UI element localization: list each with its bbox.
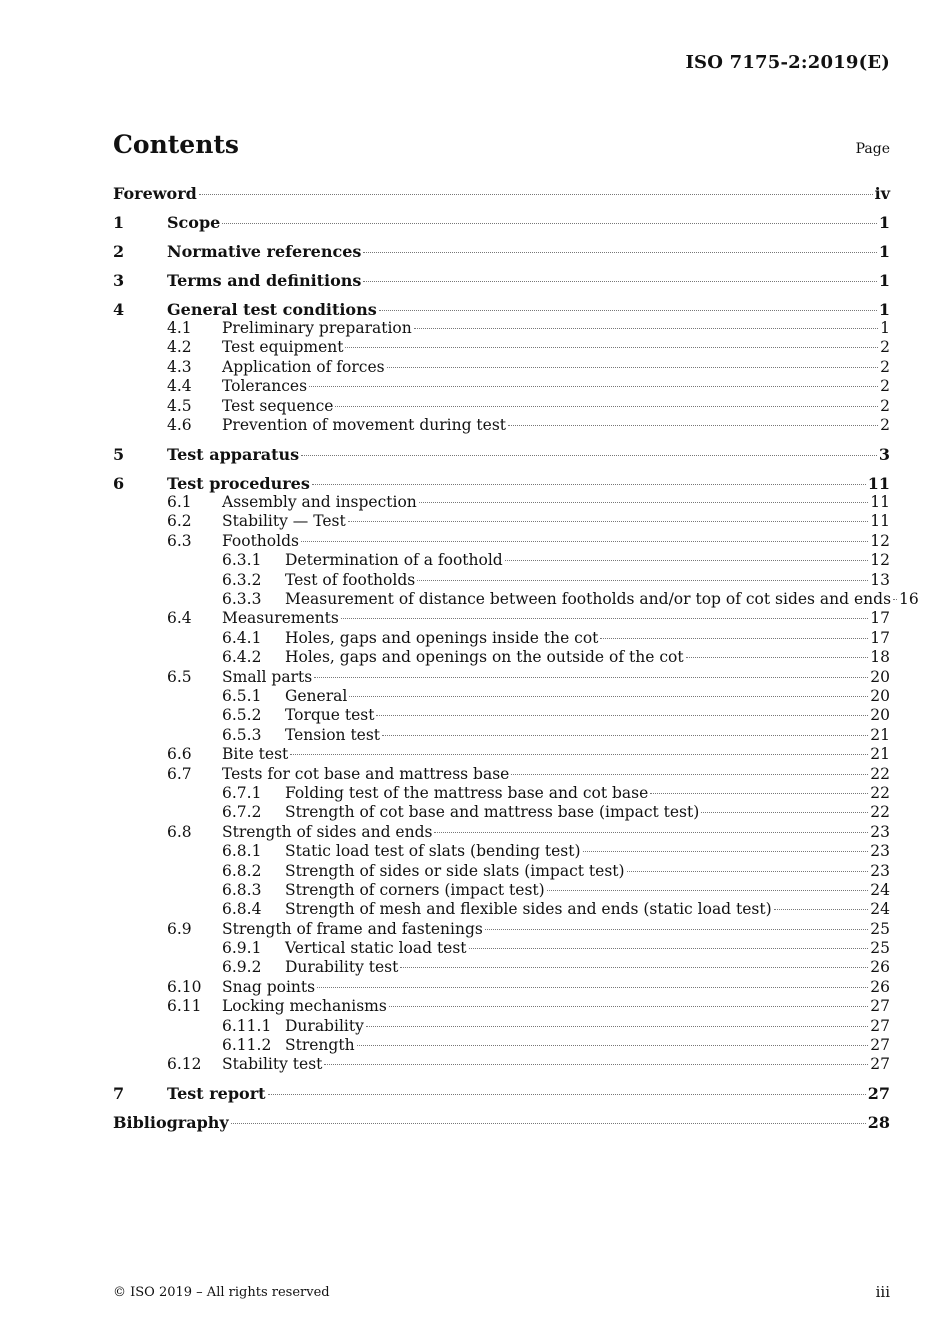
dot-leader <box>366 1026 868 1027</box>
toc-entry-title: Strength of sides or side slats (impact test) <box>285 861 625 880</box>
toc-entry-line <box>222 493 890 512</box>
toc-entry[interactable] <box>113 1017 890 1036</box>
toc-entry-page: 1 <box>878 241 890 261</box>
dot-leader <box>686 657 869 658</box>
toc-entry-number: 6.5.2 <box>222 706 262 725</box>
toc-entry-line <box>222 823 890 842</box>
toc-entry-number: 6.8.1 <box>222 842 262 861</box>
toc-entry-title: General test conditions <box>167 299 377 319</box>
toc-entry[interactable] <box>113 493 890 512</box>
toc-entry-line <box>167 213 890 232</box>
toc-entry-page: 23 <box>870 861 890 880</box>
toc-entry-title: Static load test of slats (bending test) <box>285 842 581 861</box>
toc-entry[interactable] <box>113 416 890 435</box>
toc-entry-title: Strength of frame and fastenings <box>222 919 483 938</box>
toc-entry[interactable] <box>113 1084 890 1103</box>
toc-entry-title: Assembly and inspection <box>222 493 417 512</box>
document-reference: ISO 7175-2:2019(E) <box>685 52 890 73</box>
dot-leader <box>324 1064 868 1065</box>
toc-entry-number: 4.5 <box>167 396 192 415</box>
toc-entry-title: Stability test <box>222 1055 323 1074</box>
dot-leader <box>301 455 877 456</box>
toc-entry-page: 12 <box>870 531 890 550</box>
toc-entry-title: Footholds <box>222 531 299 550</box>
toc-entry-number: 6.12 <box>167 1055 202 1074</box>
toc-entry-line <box>285 803 890 822</box>
toc-entry-number: 6.8.2 <box>222 861 262 880</box>
toc-entry[interactable] <box>113 242 890 261</box>
toc-entry-line <box>285 958 890 977</box>
table-of-contents <box>113 184 919 1133</box>
dot-leader <box>434 832 868 833</box>
toc-entry-page: 23 <box>870 822 890 841</box>
toc-entry-title: Holes, gaps and openings on the outside of the cot <box>285 648 684 667</box>
toc-entry-number: 6.8.3 <box>222 880 262 899</box>
toc-entry-title: Test sequence <box>222 396 334 415</box>
toc-entry-number: 6.2 <box>167 512 192 531</box>
dot-leader <box>301 541 868 542</box>
dot-leader <box>312 484 866 485</box>
toc-entry-title: Normative references <box>167 241 362 261</box>
toc-entry-number: 6.3 <box>167 531 192 550</box>
toc-entry-page: 22 <box>870 783 890 802</box>
toc-entry-number: 6.5.3 <box>222 725 262 744</box>
toc-entry-page: 25 <box>870 919 890 938</box>
toc-entry-page: 11 <box>870 512 890 531</box>
toc-entry-line <box>222 1055 890 1074</box>
toc-entry-title: Small parts <box>222 667 313 686</box>
toc-entry-title: Test of footholds <box>285 570 416 589</box>
toc-entry-page: 1 <box>878 299 890 319</box>
toc-entry[interactable] <box>113 1113 890 1132</box>
toc-entry-line <box>222 397 890 416</box>
toc-entry-page: 2 <box>880 377 890 396</box>
toc-entry-title: Foreword <box>113 184 197 203</box>
toc-entry-title: Tolerances <box>222 377 308 396</box>
toc-entry[interactable] <box>113 765 890 784</box>
toc-entry[interactable] <box>113 213 890 232</box>
dot-leader <box>379 310 877 311</box>
toc-entry-line <box>222 319 890 338</box>
toc-entry-page: 13 <box>870 570 890 589</box>
toc-entry-number: 6.11 <box>167 997 202 1016</box>
dot-leader <box>335 406 878 407</box>
toc-entry-page: 22 <box>870 764 890 783</box>
toc-entry-page: 12 <box>870 551 890 570</box>
dot-leader <box>199 194 873 195</box>
dot-leader <box>774 909 869 910</box>
toc-entry-line <box>285 842 890 861</box>
toc-entry-page: 25 <box>870 939 890 958</box>
toc-entry[interactable] <box>113 823 890 842</box>
toc-entry[interactable] <box>113 571 890 590</box>
toc-entry[interactable] <box>113 1036 890 1055</box>
toc-entry-title: Vertical static load test <box>285 939 467 958</box>
dot-leader <box>309 386 878 387</box>
toc-entry-line <box>285 629 890 648</box>
dot-leader <box>357 1045 869 1046</box>
toc-entry-number: 6.9 <box>167 919 192 938</box>
toc-entry-title: Measurement of distance between footholds and/or top of cot sides and ends <box>285 590 892 609</box>
dot-leader <box>469 948 869 949</box>
toc-entry-page: 20 <box>870 686 890 705</box>
toc-entry-page: 26 <box>870 958 890 977</box>
toc-entry-title: Strength of mesh and flexible sides and ends (static load test) <box>285 900 772 919</box>
toc-entry-number: 4.3 <box>167 357 192 376</box>
toc-entry-line <box>222 765 890 784</box>
toc-entry-page: 22 <box>870 803 890 822</box>
toc-entry[interactable] <box>113 668 890 687</box>
dot-leader <box>414 328 878 329</box>
dot-leader <box>508 425 878 426</box>
toc-entry[interactable] <box>113 271 890 290</box>
toc-entry[interactable] <box>113 609 890 628</box>
toc-entry[interactable] <box>113 184 890 203</box>
toc-entry-line <box>285 1036 890 1055</box>
dot-leader <box>505 560 869 561</box>
toc-entry[interactable] <box>113 784 890 803</box>
toc-entry-number: 6 <box>113 473 125 493</box>
dot-leader <box>485 929 868 930</box>
toc-entry-title: Test procedures <box>167 473 310 493</box>
toc-entry-line <box>285 571 890 590</box>
toc-entry[interactable] <box>113 803 890 822</box>
toc-entry-page: 11 <box>867 473 890 493</box>
toc-entry-page: 24 <box>870 900 890 919</box>
dot-leader <box>419 502 868 503</box>
toc-entry-page: 11 <box>870 493 890 512</box>
dot-leader <box>893 599 897 600</box>
toc-entry[interactable] <box>113 939 890 958</box>
dot-leader <box>547 890 869 891</box>
toc-entry-page: 2 <box>880 415 890 434</box>
toc-entry[interactable] <box>113 687 890 706</box>
toc-entry-title: Stability — Test <box>222 512 346 531</box>
toc-entry-line <box>285 706 890 725</box>
toc-entry-number: 1 <box>113 212 125 232</box>
dot-leader <box>231 1123 866 1124</box>
toc-entry-number: 6.7.2 <box>222 803 262 822</box>
dot-leader <box>314 677 868 678</box>
toc-entry-number: 7 <box>113 1084 125 1104</box>
toc-entry[interactable] <box>113 726 890 745</box>
toc-entry[interactable] <box>113 862 890 881</box>
toc-entry[interactable] <box>113 842 890 861</box>
toc-entry-page: 27 <box>870 1055 890 1074</box>
toc-entry-title: Durability test <box>285 958 399 977</box>
toc-entry-page: 27 <box>870 1016 890 1035</box>
dot-leader <box>417 580 868 581</box>
toc-entry-page: 1 <box>880 318 890 337</box>
toc-entry-line <box>222 745 890 764</box>
toc-entry[interactable] <box>113 958 890 977</box>
toc-entry-line <box>285 648 890 667</box>
toc-entry-line <box>167 445 890 464</box>
toc-entry[interactable] <box>113 551 890 570</box>
toc-entry-page: 23 <box>870 842 890 861</box>
toc-entry[interactable] <box>113 997 890 1016</box>
toc-entry-page: 2 <box>880 396 890 415</box>
toc-entry-line <box>285 881 890 900</box>
toc-entry[interactable] <box>113 319 890 338</box>
toc-entry-title: Locking mechanisms <box>222 997 387 1016</box>
toc-entry[interactable] <box>113 648 890 667</box>
toc-entry-page: 24 <box>870 880 890 899</box>
toc-entry-number: 6.4.2 <box>222 648 262 667</box>
toc-entry-number: 3 <box>113 270 125 290</box>
toc-entry-title: Determination of a foothold <box>285 551 503 570</box>
toc-entry[interactable] <box>113 706 890 725</box>
copyright-notice: © ISO 2019 – All rights reserved <box>113 1285 330 1300</box>
toc-entry-title: Test equipment <box>222 338 344 357</box>
toc-entry-number: 4.1 <box>167 318 192 337</box>
dot-leader <box>348 521 869 522</box>
toc-entry-page: 1 <box>878 270 890 290</box>
page-number: iii <box>875 1283 890 1301</box>
toc-entry-line <box>222 997 890 1016</box>
dot-leader <box>382 735 868 736</box>
toc-entry-title: Prevention of movement during test <box>222 415 507 434</box>
toc-entry-title: Test report <box>167 1084 266 1104</box>
toc-entry-line <box>222 416 890 435</box>
dot-leader <box>222 223 877 224</box>
dot-leader <box>341 618 868 619</box>
toc-entry-title: Folding test of the mattress base and cot base <box>285 783 649 802</box>
toc-entry-page: 27 <box>870 997 890 1016</box>
toc-entry-page: iv <box>874 184 890 203</box>
toc-entry-line <box>222 358 890 377</box>
toc-entry-line <box>222 978 890 997</box>
toc-entry-line <box>222 668 890 687</box>
toc-entry-number: 6.9.1 <box>222 939 262 958</box>
dot-leader <box>583 851 869 852</box>
toc-entry[interactable] <box>113 300 890 319</box>
toc-entry-title: Durability <box>285 1016 364 1035</box>
toc-entry-title: Strength of corners (impact test) <box>285 880 545 899</box>
toc-entry-title: Strength of sides and ends <box>222 822 433 841</box>
toc-entry-page: 28 <box>867 1113 890 1133</box>
toc-entry-line <box>285 551 890 570</box>
toc-entry-number: 5 <box>113 444 125 464</box>
toc-entry-page: 21 <box>870 745 890 764</box>
dot-leader <box>701 812 868 813</box>
toc-entry-number: 6.9.2 <box>222 958 262 977</box>
dot-leader <box>268 1094 866 1095</box>
page-column-label: Page <box>855 141 890 157</box>
toc-entry-title: Application of forces <box>222 357 385 376</box>
toc-entry[interactable] <box>113 629 890 648</box>
dot-leader <box>627 871 869 872</box>
dot-leader <box>650 793 868 794</box>
toc-entry-page: 1 <box>878 212 890 232</box>
dot-leader <box>363 281 876 282</box>
toc-entry[interactable] <box>113 881 890 900</box>
toc-entry-page: 20 <box>870 706 890 725</box>
toc-entry-title: Torque test <box>285 706 375 725</box>
toc-entry-number: 6.3.2 <box>222 570 262 589</box>
toc-entry-line <box>167 474 890 493</box>
toc-entry-number: 6.8.4 <box>222 900 262 919</box>
toc-entry-number: 4.6 <box>167 415 192 434</box>
toc-entry[interactable] <box>113 920 890 939</box>
toc-entry[interactable] <box>113 445 890 464</box>
toc-entry-number: 6.11.1 <box>222 1016 272 1035</box>
toc-entry-line <box>285 590 919 609</box>
toc-entry-title: Tests for cot base and mattress base <box>222 764 510 783</box>
dot-leader <box>389 1006 868 1007</box>
toc-entry[interactable] <box>113 900 890 919</box>
toc-entry-number: 6.6 <box>167 745 192 764</box>
toc-entry-page: 26 <box>870 977 890 996</box>
toc-entry-page: 16 <box>899 590 919 609</box>
toc-entry-number: 6.4 <box>167 609 192 628</box>
toc-entry-page: 2 <box>880 357 890 376</box>
toc-entry[interactable] <box>113 358 890 377</box>
toc-entry-line <box>222 609 890 628</box>
toc-entry-line <box>167 300 890 319</box>
toc-entry[interactable] <box>113 512 890 531</box>
toc-entry[interactable] <box>113 474 890 493</box>
toc-entry-number: 2 <box>113 241 125 261</box>
toc-entry-line <box>285 862 890 881</box>
dot-leader <box>349 696 868 697</box>
toc-entry-number: 4 <box>113 299 125 319</box>
toc-entry[interactable] <box>113 1055 890 1074</box>
toc-entry-number: 6.3.3 <box>222 590 262 609</box>
dot-leader <box>376 715 868 716</box>
toc-entry-line <box>113 184 890 203</box>
toc-entry-page: 21 <box>870 725 890 744</box>
toc-entry-line <box>285 687 890 706</box>
toc-entry[interactable] <box>113 377 890 396</box>
toc-entry-title: Bite test <box>222 745 289 764</box>
dot-leader <box>363 252 876 253</box>
toc-entry-title: General <box>285 686 348 705</box>
dot-leader <box>387 367 879 368</box>
toc-entry-number: 6.3.1 <box>222 551 262 570</box>
toc-entry[interactable] <box>113 745 890 764</box>
toc-entry-line <box>285 726 890 745</box>
toc-entry-number: 6.8 <box>167 822 192 841</box>
toc-entry-line <box>222 338 890 357</box>
toc-entry-line <box>167 1084 890 1103</box>
toc-entry-line <box>167 242 890 261</box>
toc-entry[interactable] <box>113 338 890 357</box>
toc-entry-page: 27 <box>870 1036 890 1055</box>
toc-entry-line <box>285 939 890 958</box>
toc-entry-number: 6.4.1 <box>222 628 262 647</box>
toc-entry-line <box>222 920 890 939</box>
toc-entry-page: 2 <box>880 338 890 357</box>
dot-leader <box>317 987 868 988</box>
page-title: Contents <box>113 130 240 159</box>
toc-entry-number: 6.11.2 <box>222 1036 272 1055</box>
toc-entry-line <box>285 900 890 919</box>
toc-entry-number: 6.1 <box>167 493 192 512</box>
toc-entry-page: 3 <box>878 444 890 464</box>
toc-entry-page: 27 <box>867 1084 890 1104</box>
dot-leader <box>600 638 868 639</box>
toc-entry-page: 17 <box>870 609 890 628</box>
toc-entry[interactable] <box>113 532 890 551</box>
toc-entry-page: 17 <box>870 628 890 647</box>
toc-entry-line <box>285 784 890 803</box>
toc-entry-title: Terms and definitions <box>167 270 362 290</box>
toc-entry-number: 6.5.1 <box>222 686 262 705</box>
dot-leader <box>290 754 868 755</box>
toc-entry-line <box>113 1113 890 1132</box>
toc-entry-page: 18 <box>870 648 890 667</box>
toc-entry-number: 6.7 <box>167 764 192 783</box>
toc-entry-title: Test apparatus <box>167 444 300 464</box>
toc-entry-title: Holes, gaps and openings inside the cot <box>285 628 599 647</box>
toc-entry-line <box>222 532 890 551</box>
toc-entry-number: 4.4 <box>167 377 192 396</box>
toc-entry-title: Measurements <box>222 609 339 628</box>
toc-entry[interactable] <box>113 978 890 997</box>
dot-leader <box>511 774 868 775</box>
toc-entry-title: Strength <box>285 1036 355 1055</box>
toc-entry-title: Strength of cot base and mattress base (impact test) <box>285 803 700 822</box>
toc-entry[interactable] <box>113 590 919 609</box>
toc-entry-number: 6.7.1 <box>222 783 262 802</box>
toc-entry-number: 6.10 <box>167 977 202 996</box>
toc-entry-line <box>285 1017 890 1036</box>
toc-entry-title: Tension test <box>285 725 381 744</box>
toc-entry-title: Scope <box>167 212 221 232</box>
toc-entry-number: 4.2 <box>167 338 192 357</box>
dot-leader <box>400 967 868 968</box>
toc-entry-title: Bibliography <box>113 1113 229 1133</box>
toc-entry-title: Snag points <box>222 977 316 996</box>
toc-entry-line <box>167 271 890 290</box>
toc-entry-number: 6.5 <box>167 667 192 686</box>
toc-entry-line <box>222 512 890 531</box>
toc-entry-title: Preliminary preparation <box>222 318 412 337</box>
toc-entry-line <box>222 377 890 396</box>
toc-entry-page: 20 <box>870 667 890 686</box>
toc-entry[interactable] <box>113 397 890 416</box>
dot-leader <box>345 347 878 348</box>
